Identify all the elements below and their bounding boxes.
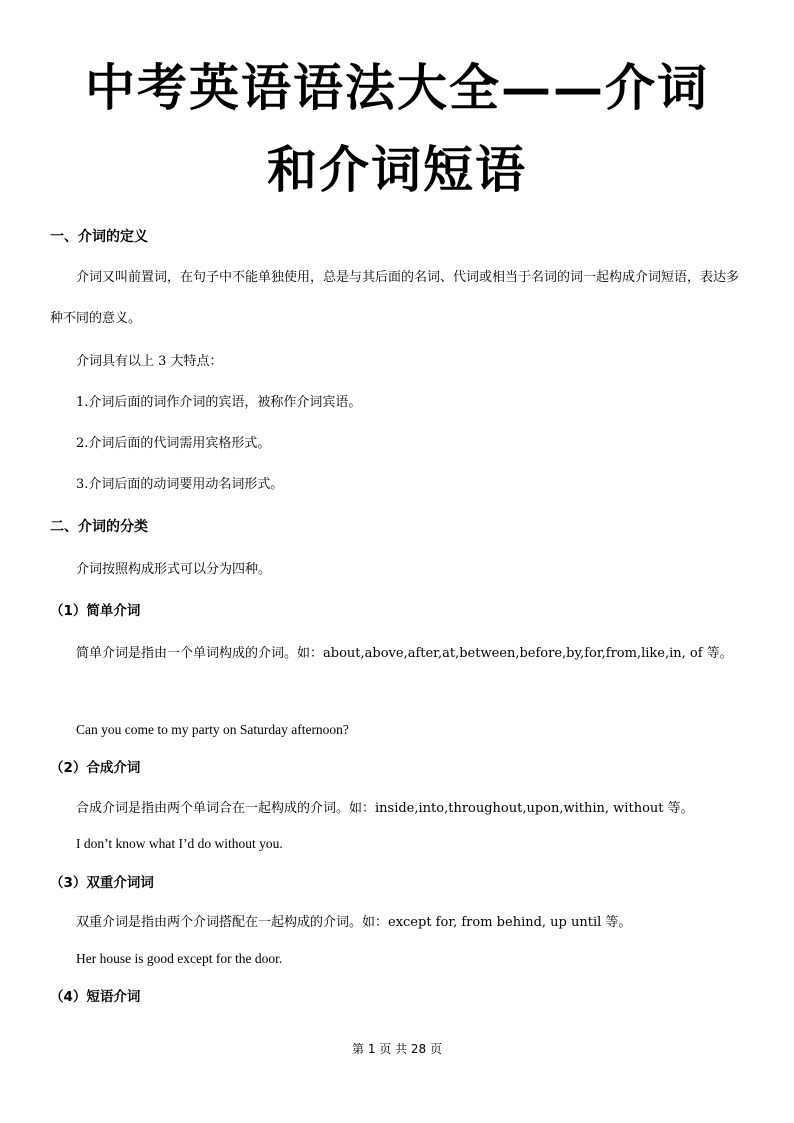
subsection-heading-phrasal: （4）短语介词 [50, 989, 141, 1005]
paragraph-classification-intro: 介词按照构成形式可以分为四种。 [76, 562, 272, 577]
section-heading-classification: 二、介词的分类 [50, 519, 148, 535]
paragraph-double-prepositions: 双重介词是指由两个介词搭配在一起构成的介词。如：except for, from behind, up until 等。 [76, 915, 632, 930]
example-sentence-simple: Can you come to my party on Saturday afternoon? [76, 722, 349, 737]
example-sentence-compound: I don’t know what I’d do without you. [76, 836, 283, 851]
subsection-heading-double: （3）双重介词词 [50, 875, 154, 891]
subsection-heading-compound: （2）合成介词 [50, 760, 141, 776]
example-sentence-double: Her house is good except for the door. [76, 951, 283, 966]
page-number-footer: 第 1 页 共 28 页 [352, 1042, 442, 1056]
paragraph-features-intro: 介词具有以上 3 大特点： [76, 354, 223, 369]
paragraph-definition: 介词又叫前置词，在句子中不能单独使用，总是与其后面的名词、代词或相当于名词的词一起构成介词短语，表达多种不同的意义。 [50, 270, 740, 326]
paragraph-feature-3: 3.介词后面的动词要用动名词形式。 [76, 477, 284, 492]
paragraph-simple-prepositions: 简单介词是指由一个单词构成的介词。如：about,above,after,at,between,before,by,for,from,like,in, of 等。 [76, 646, 733, 661]
paragraph-compound-prepositions: 合成介词是指由两个单词合在一起构成的介词。如：inside,into,throughout,upon,within, without 等。 [76, 801, 694, 816]
paragraph-feature-1: 1.介词后面的词作介词的宾语，被称作介词宾语。 [76, 395, 362, 410]
paragraph-feature-2: 2.介词后面的代词需用宾格形式。 [76, 436, 271, 451]
section-heading-definition: 一、介词的定义 [50, 229, 148, 245]
subsection-heading-simple: （1）简单介词 [50, 603, 141, 619]
document-title-line-2: 和介词短语 [267, 140, 527, 199]
document-title-line-1: 中考英语语法大全——介词 [85, 58, 709, 117]
